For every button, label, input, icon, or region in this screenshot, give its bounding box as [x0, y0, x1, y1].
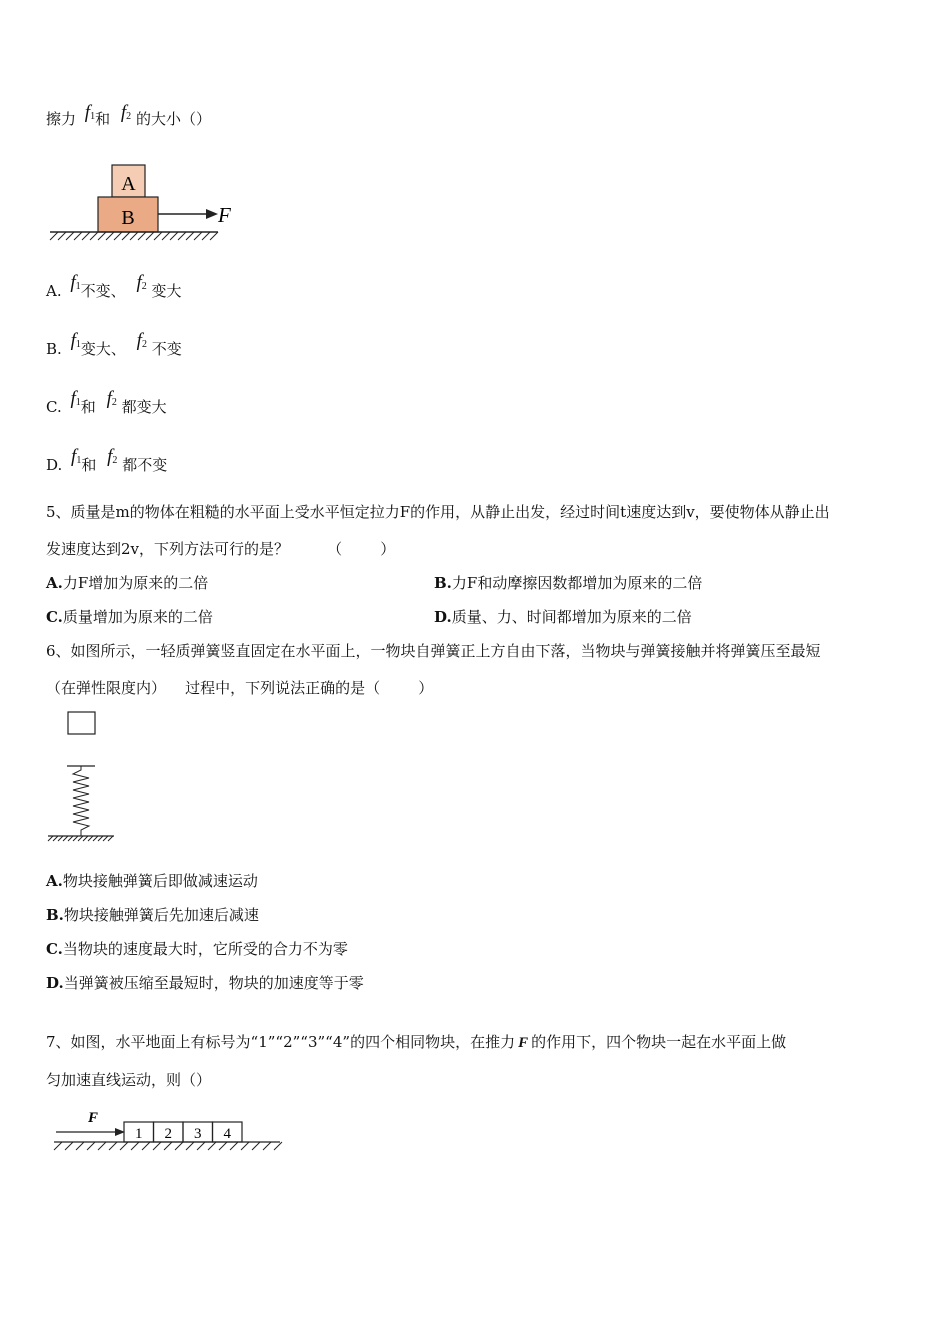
q7-blocks-figure — [52, 1104, 287, 1154]
q4-stem-conj: 和 — [95, 110, 111, 128]
q4-stem — [46, 102, 211, 130]
q7-force-label: F — [88, 1110, 99, 1126]
force-f-label: F — [218, 203, 231, 227]
q5-option-a[interactable]: A.力F增加为原来的二倍 — [46, 574, 209, 592]
q5-stem-line2: 发速度达到2v，下列方法可行的是？ （ ） — [46, 540, 396, 558]
q7-block-label-2: 2 — [164, 1126, 172, 1142]
q6-stem-line1: 6、如图所示，一轻质弹簧竖直固定在水平面上，一物块自弹簧正上方自由下落，当物块与弹簧接触并将弹簧压至最短 — [46, 642, 821, 660]
q6-spring-figure — [46, 708, 126, 848]
q7-block-label-4: 4 — [223, 1126, 231, 1142]
q4-blocks-figure — [48, 160, 248, 250]
q6-option-a[interactable]: A.物块接触弹簧后即做减速运动 — [46, 872, 258, 890]
q5-option-b[interactable]: B.力F和动摩擦因数都增加为原来的二倍 — [434, 574, 703, 592]
q6-option-c[interactable]: C.当物块的速度最大时，它所受的合力不为零 — [46, 940, 348, 958]
q4-stem-suffix: 的大小（） — [135, 110, 211, 128]
q7-block-label-3: 3 — [194, 1126, 202, 1142]
q4-option-c[interactable]: C. f1和 f2 都变大 — [46, 388, 167, 416]
q6-option-d[interactable]: D.当弹簧被压缩至最短时，物块的加速度等于零 — [46, 974, 364, 992]
q4-option-d[interactable]: D. f1和 f2 都不变 — [46, 446, 168, 474]
q7-stem-line1: 7、如图，水平地面上有标号为“1”“2”“3”“4”的四个相同物块，在推力 F 的作用下，四个物块一起在水平面上做 — [46, 1033, 787, 1051]
q4-stem-prefix: 擦力 — [46, 110, 77, 128]
q7-stem-line2: 匀加速直线运动，则（） — [46, 1071, 212, 1089]
q7-block-label-1: 1 — [135, 1126, 143, 1142]
block-b-label: B — [121, 207, 135, 229]
q6-stem-line2: （在弹性限度内） 过程中，下列说法正确的是（ ） — [46, 679, 434, 697]
block-a-label: A — [121, 173, 136, 195]
q5-stem-line1: 5、质量是m的物体在粗糙的水平面上受水平恒定拉力F的作用，从静止出发，经过时间t速度达到v，要使物体从静止出 — [46, 503, 830, 521]
q6-option-b[interactable]: B.物块接触弹簧后先加速后减速 — [46, 906, 259, 924]
q5-option-c[interactable]: C.质量增加为原来的二倍 — [46, 608, 213, 626]
falling-block — [68, 712, 95, 734]
q4-option-a[interactable]: A. f1不变、 f2 变大 — [46, 272, 182, 300]
q4-option-b[interactable]: B. f1变大、 f2 不变 — [46, 330, 182, 358]
spring — [73, 766, 89, 836]
f2-symbol: f2 — [120, 102, 132, 123]
q5-option-d[interactable]: D.质量、力、时间都增加为原来的二倍 — [434, 608, 692, 626]
f1-symbol: f1 — [84, 102, 96, 123]
